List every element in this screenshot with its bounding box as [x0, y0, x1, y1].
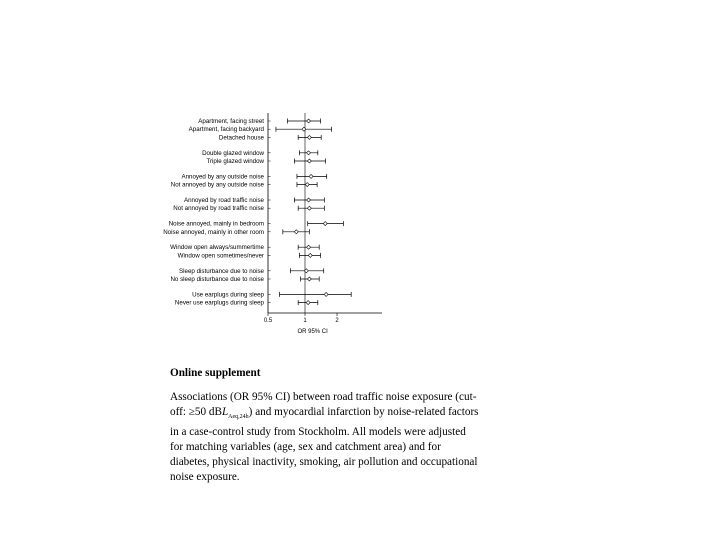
point-estimate-16: [306, 301, 310, 305]
x-tick-label-2: 2: [335, 318, 339, 324]
row-label-16: Never use earplugs during sleep: [174, 299, 264, 307]
row-label-4: Triple glazed window: [206, 158, 264, 165]
point-estimate-10: [294, 230, 298, 234]
x-axis-label: OR 95% CI: [297, 329, 328, 335]
caption-body-part-2: ) and myocardial infarction by noise-related factors in a case-control study from Stockholm. All models were adjusted for matching variables (age, sex and catchment area) and for diabetes, physical inactivity, smoking, air pollution and occupational noise exposure.: [170, 406, 479, 484]
point-estimate-3: [307, 151, 311, 155]
row-label-0: Apartment, facing street: [198, 118, 264, 125]
point-estimate-5: [309, 174, 313, 178]
point-estimate-15: [324, 292, 328, 296]
row-label-14: No sleep disturbance due to noise: [170, 276, 264, 283]
point-estimate-4: [307, 159, 311, 163]
caption-title: Online supplement: [170, 367, 261, 379]
point-estimate-8: [307, 206, 311, 210]
row-label-7: Annoyed by road traffic noise: [183, 197, 264, 204]
row-label-13: Sleep disturbance due to noise: [179, 267, 264, 275]
row-label-9: Noise annoyed, mainly in bedroom: [168, 220, 264, 228]
point-estimate-12: [308, 253, 312, 257]
point-estimate-7: [307, 198, 311, 202]
point-estimate-11: [307, 245, 311, 249]
caption-body-subscript: Aeq,24h: [228, 414, 249, 421]
row-label-10: Noise annoyed, mainly in other room: [163, 228, 264, 236]
point-estimate-0: [307, 119, 311, 123]
caption-body: [170, 390, 480, 485]
row-label-11: Window open always/summertime: [170, 244, 264, 252]
point-estimate-9: [323, 222, 327, 226]
row-label-12: Window open sometimes/never: [177, 252, 264, 260]
caption-body-part-1: Associations (OR 95% CI) between road traffic noise exposure (cut-off: ≥50 dB: [170, 391, 477, 418]
row-label-6: Not annoyed by any outside noise: [170, 181, 264, 189]
point-estimate-14: [307, 277, 311, 281]
row-label-15: Use earplugs during sleep: [192, 291, 264, 299]
row-label-3: Double glazed window: [202, 149, 264, 157]
row-label-8: Not annoyed by road traffic noise: [173, 205, 264, 213]
x-tick-label-0: 0.5: [263, 318, 273, 324]
caption: [170, 366, 480, 485]
caption-body-symbol: L: [221, 406, 229, 418]
row-label-1: Apartment, facing backyard: [188, 126, 264, 134]
row-label-5: Annoyed by any outside noise: [181, 173, 264, 181]
x-tick-label-1: 1: [303, 318, 307, 324]
point-estimate-2: [307, 135, 311, 139]
point-estimate-1: [302, 127, 306, 131]
point-estimate-6: [305, 183, 309, 187]
row-label-2: Detached house: [218, 134, 264, 142]
